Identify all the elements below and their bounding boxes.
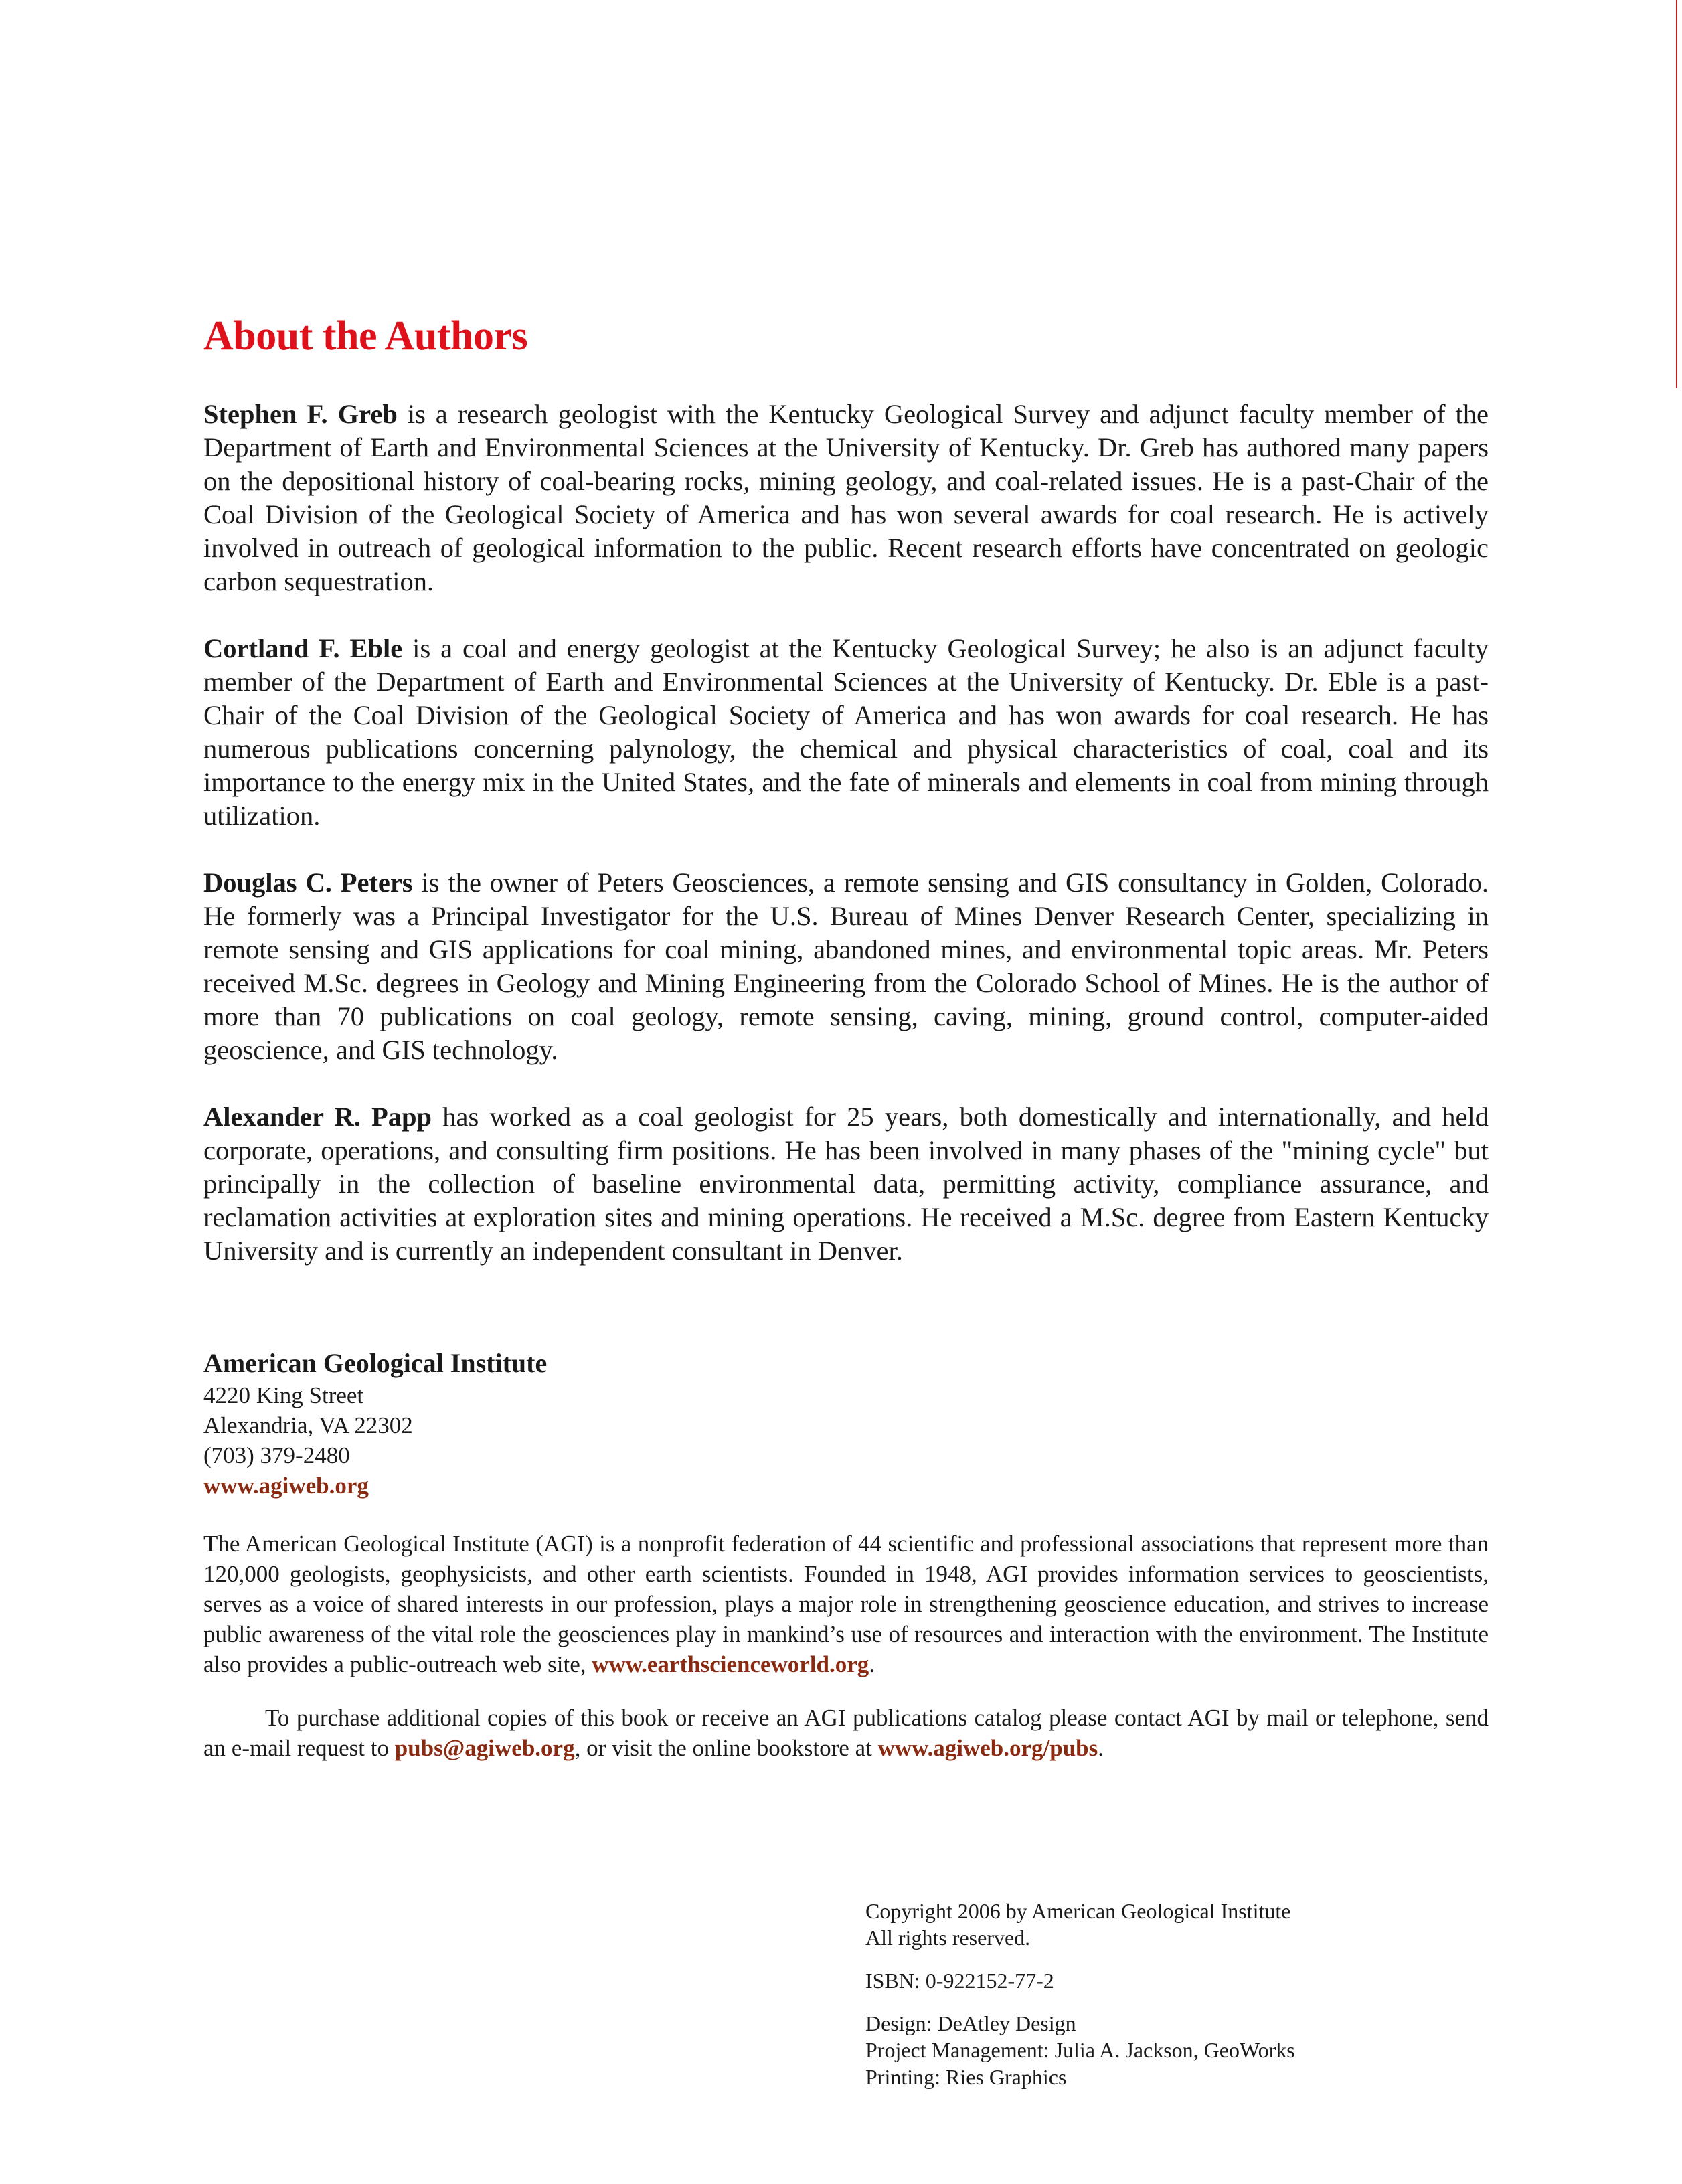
project-management-credit: Project Management: Julia A. Jackson, GeoWorks (865, 2038, 1295, 2062)
rights-line: All rights reserved. (865, 1926, 1031, 1950)
isbn-line: ISBN: 0-922152-77-2 (865, 1968, 1054, 1993)
printing-credit: Printing: Ries Graphics (865, 2065, 1067, 2089)
author-name: Cortland F. Eble (203, 633, 403, 663)
author-bio-eble (203, 632, 1489, 833)
margin-rule (1676, 0, 1677, 388)
outreach-site-link[interactable]: www.earthscienceworld.org (592, 1651, 869, 1677)
design-credit: Design: DeAtley Design (865, 2011, 1076, 2035)
agi-city: Alexandria, VA 22302 (203, 1412, 413, 1438)
agi-description: The American Geological Institute (AGI) is a nonprofit federation of 44 scientific and professional associations that represent more than 120,000 geologists, geophysicists, and other earth scientists. Founded in 1948, AGI provides information services to geoscientists, serves as a voice of shared interests in our profession, plays a major role in strengthening geoscience education, and strives to increase public awareness of the vital role the geosciences play in mankind’s use of resources and interaction with the environment. The Institute also provides a public-outreach web site, www.earthscienceworld.org. (203, 1531, 1489, 1677)
purchase-info: To purchase additional copies of this book or receive an AGI publications catalog please contact AGI by mail or telephone, send an e-mail request to pubs@agiweb.org, or visit the online bookstore at www.agiweb.org/pubs. (203, 1705, 1489, 1761)
email-link[interactable]: pubs@agiweb.org (394, 1735, 575, 1761)
author-name: Douglas C. Peters (203, 867, 413, 898)
author-bio-peters (203, 866, 1489, 1067)
author-name: Stephen F. Greb (203, 399, 398, 429)
agi-website-link[interactable]: www.agiweb.org (203, 1473, 369, 1499)
page-title: About the Authors (203, 313, 528, 359)
author-bio-greb (203, 398, 1489, 598)
author-bio-text: is a coal and energy geologist at the Kentucky Geological Survey; he also is an adjunct faculty member of the Department of Earth and Environmental Sciences at the University of Kentucky. Dr. Eble is a past-Chair of the Coal Division of the Geological Society of America and has won awards for coal research. He has numerous publications concerning palynology, the chemical and physical characteristics of coal, coal and its importance to the energy mix in the United States, and the fate of minerals and elements in coal from mining through utilization. (203, 633, 1489, 831)
author-bio-text: is the owner of Peters Geosciences, a remote sensing and GIS consultancy in Golden, Colorado. He formerly was a Principal Investigator for the U.S. Bureau of Mines Denver Research Center, specializing in remote sensing and GIS applications for coal mining, abandoned mines, and environmental topic areas. Mr. Peters received M.Sc. degrees in Geology and Mining Engineering from the Colorado School of Mines. He is the author of more than 70 publications on coal geology, remote sensing, caving, mining, ground control, computer-aided geoscience, and GIS technology. (203, 867, 1489, 1065)
bookstore-link[interactable]: www.agiweb.org/pubs (877, 1735, 1098, 1761)
page-content (203, 309, 1489, 1763)
author-bio-papp (203, 1100, 1489, 1268)
colophon (865, 1898, 1468, 2106)
agi-contact-block (203, 1347, 1489, 1501)
author-bio-text: is a research geologist with the Kentucky Geological Survey and adjunct faculty member of the Department of Earth and Environmental Sciences at the University of Kentucky. Dr. Greb has authored many papers on the depositional history of coal-bearing rocks, mining geology, and coal-related issues. He is a past-Chair of the Coal Division of the Geological Society of America and has won several awards for coal research. He is actively involved in outreach of geological information to the public. Recent research efforts have concentrated on geologic carbon sequestration. (203, 399, 1489, 596)
agi-phone: (703) 379-2480 (203, 1442, 350, 1468)
agi-street: 4220 King Street (203, 1382, 364, 1408)
author-name: Alexander R. Papp (203, 1102, 432, 1132)
copyright-line: Copyright 2006 by American Geological Institute (865, 1899, 1291, 1923)
agi-name: American Geological Institute (203, 1348, 548, 1378)
author-bio-text: has worked as a coal geologist for 25 years, both domestically and internationally, and held corporate, operations, and consulting firm positions. He has been involved in many phases of the "mining cycle" but principally in the collection of baseline environmental data, permitting activity, compliance assurance, and reclamation activities at exploration sites and mining operations. He received a M.Sc. degree from Eastern Kentucky University and is currently an independent consultant in Denver. (203, 1102, 1489, 1266)
